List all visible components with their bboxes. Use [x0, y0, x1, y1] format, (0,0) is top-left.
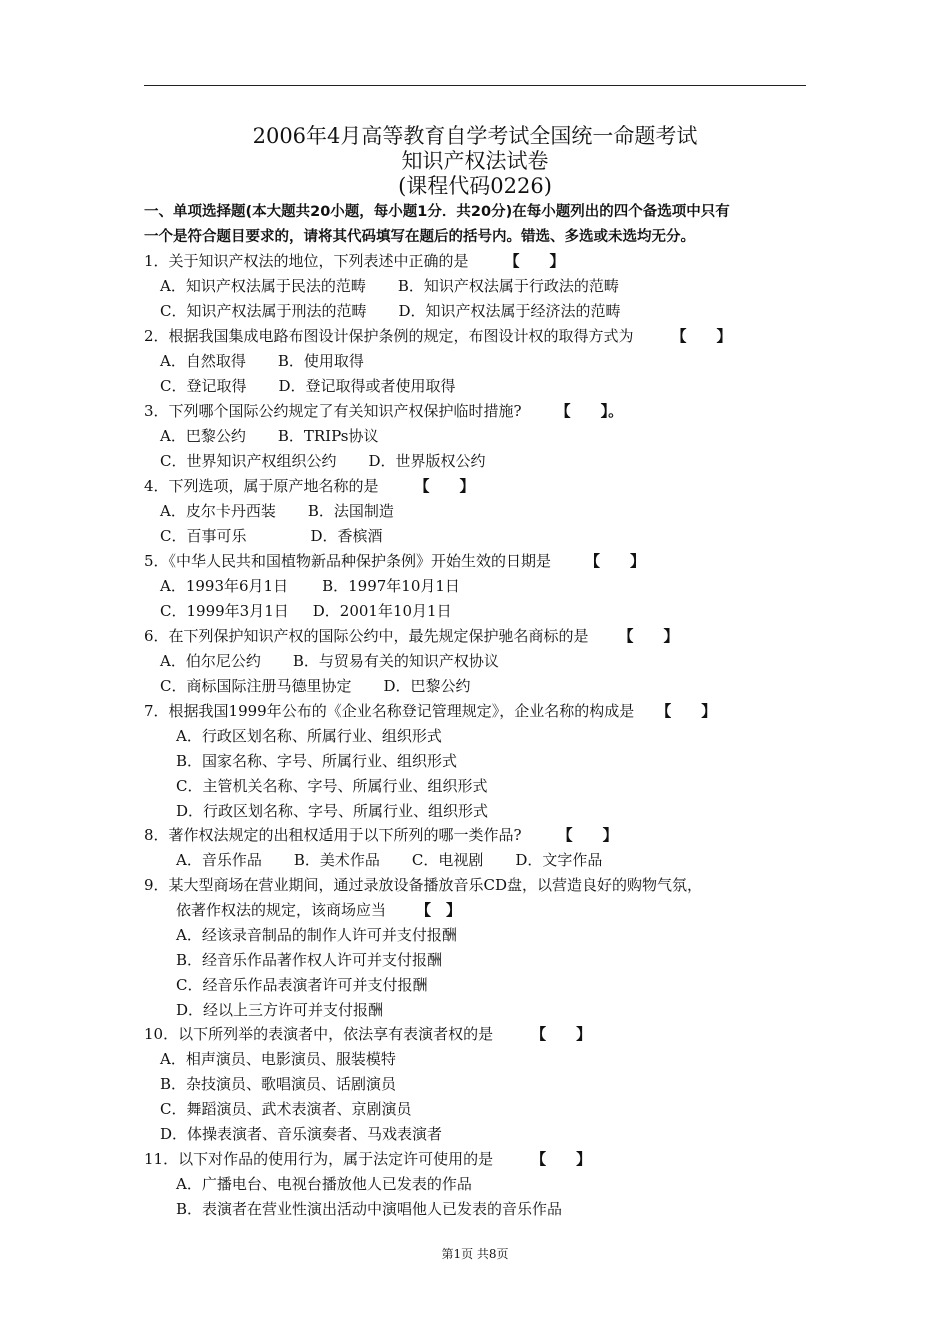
option-b: B．杂技演员、歌唱演员、话剧演员	[160, 1075, 397, 1093]
option-d: D．体操表演者、音乐演奏者、马戏表演者	[160, 1125, 443, 1143]
answer-bracket: 【 】。	[555, 402, 624, 420]
question-4	[144, 476, 475, 496]
options-row	[160, 301, 621, 321]
option-c: C．舞蹈演员、武术表演者、京剧演员	[160, 1100, 412, 1118]
question-11	[144, 1149, 591, 1169]
question-9-continued	[176, 900, 461, 920]
answer-bracket: 【 】	[531, 1150, 592, 1168]
option-a: A．经该录音制品的制作人许可并支付报酬	[176, 926, 457, 944]
option-d: D．登记取得或者使用取得	[278, 377, 456, 395]
options-row	[160, 651, 499, 671]
question-2	[144, 326, 732, 346]
option-d: D．世界版权公约	[368, 452, 486, 470]
answer-bracket: 【 】	[557, 826, 618, 844]
question-stem: 11．以下对作品的使用行为，属于法定许可使用的是	[144, 1150, 494, 1168]
question-stem: 3．下列哪个国际公约规定了有关知识产权保护临时措施?	[144, 402, 522, 420]
option-d: D．文字作品	[515, 851, 603, 869]
question-stem: 5．《中华人民共和国植物新品种保护条例》开始生效的日期是	[144, 552, 552, 570]
question-stem: 2．根据我国集成电路布图设计保护条例的规定，布图设计权的取得方式为	[144, 327, 634, 345]
option-b: B．美术作品	[293, 851, 380, 869]
option-b: B．知识产权法属于行政法的范畴	[397, 277, 619, 295]
option-b: B．国家名称、字号、所属行业、组织形式	[176, 752, 458, 770]
option-c: C．经音乐作品表演者许可并支付报酬	[176, 976, 428, 994]
options-row	[160, 426, 378, 446]
option-c: C．1999年3月1日	[160, 602, 289, 620]
option-c: C．登记取得	[160, 377, 247, 395]
answer-bracket: 【 】	[585, 552, 646, 570]
options-row	[160, 601, 452, 621]
options-row	[160, 501, 394, 521]
question-stem: 10．以下所列举的表演者中，依法享有表演者权的是	[144, 1025, 494, 1043]
paper-title: 知识产权法试卷	[401, 149, 549, 173]
option-b: B．与贸易有关的知识产权协议	[292, 652, 499, 670]
exam-title: 2006年4月高等教育自学考试全国统一命题考试	[252, 124, 698, 148]
option-a: A．行政区划名称、所属行业、组织形式	[176, 727, 442, 745]
option-c: C．百事可乐	[160, 527, 247, 545]
option-d: D．行政区划名称、字号、所属行业、组织形式	[176, 802, 489, 820]
option-a: A．巴黎公约	[160, 427, 246, 445]
option-c: C．知识产权法属于刑法的范畴	[160, 302, 367, 320]
options-row	[160, 276, 619, 296]
question-stem: 4．下列选项，属于原产地名称的是	[144, 477, 379, 495]
option-b: B．使用取得	[277, 352, 364, 370]
option-b: B．1997年10月1日	[322, 577, 460, 595]
answer-bracket: 【 】	[656, 702, 717, 720]
answer-bracket: 【 】	[416, 901, 462, 919]
answer-bracket: 【 】	[504, 252, 565, 270]
option-a: A．皮尔卡丹西装	[160, 502, 276, 520]
option-a: A．伯尔尼公约	[160, 652, 261, 670]
answer-bracket: 【 】	[618, 627, 679, 645]
option-c: C．主管机关名称、字号、所属行业、组织形式	[176, 777, 488, 795]
option-a: A．知识产权法属于民法的范畴	[160, 277, 366, 295]
option-b: B．经音乐作品著作权人许可并支付报酬	[176, 951, 443, 969]
question-stem: 依著作权法的规定，该商场应当	[176, 901, 387, 919]
answer-bracket: 【 】	[671, 327, 732, 345]
option-d: D．香槟酒	[310, 527, 383, 545]
option-d: D．2001年10月1日	[312, 602, 452, 620]
section-heading-line2: 一个是符合题目要求的，请将其代码填写在题后的括号内。错选、多选或未选均无分。	[144, 229, 695, 245]
options-row	[160, 526, 383, 546]
option-d: D．知识产权法属于经济法的范畴	[398, 302, 621, 320]
option-b: B．TRIPs协议	[277, 427, 379, 445]
question-1	[144, 251, 565, 271]
option-a: A．相声演员、电影演员、服装模特	[160, 1050, 396, 1068]
question-stem: 1．关于知识产权法的地位，下列表述中正确的是	[144, 252, 469, 270]
options-row	[176, 850, 602, 870]
option-a: A．音乐作品	[176, 851, 262, 869]
question-6	[144, 626, 679, 646]
options-row	[160, 451, 486, 471]
option-a: A．1993年6月1日	[160, 577, 289, 595]
question-9: 9．某大型商场在营业期间，通过录放设备播放音乐CD盘，以营造良好的购物气氛，	[144, 876, 703, 894]
option-a: A．广播电台、电视台播放他人已发表的作品	[176, 1175, 472, 1193]
options-row	[160, 376, 456, 396]
option-a: A．自然取得	[160, 352, 246, 370]
question-stem: 8．著作权法规定的出租权适用于以下所列的哪一类作品?	[144, 826, 522, 844]
answer-bracket: 【 】	[531, 1025, 592, 1043]
question-3	[144, 401, 623, 421]
question-10	[144, 1024, 591, 1044]
option-b: B．表演者在营业性演出活动中演唱他人已发表的音乐作品	[176, 1200, 563, 1218]
option-c: C．商标国际注册马德里协定	[160, 677, 352, 695]
question-7	[144, 701, 716, 721]
question-5	[144, 551, 645, 571]
answer-bracket: 【 】	[414, 477, 475, 495]
header-rule	[144, 85, 806, 86]
option-c: C．电视剧	[411, 851, 484, 869]
question-stem: 6．在下列保护知识产权的国际公约中，最先规定保护驰名商标的是	[144, 627, 589, 645]
section-heading-line1: 一、单项选择题(本大题共20小题，每小题1分．共20分)在每小题列出的四个备选项中只有	[144, 204, 730, 220]
option-c: C．世界知识产权组织公约	[160, 452, 337, 470]
option-b: B．法国制造	[307, 502, 394, 520]
option-d: D．巴黎公约	[383, 677, 471, 695]
question-8	[144, 825, 618, 845]
course-code: (课程代码0226)	[398, 174, 552, 198]
question-stem: 7．根据我国1999年公布的《企业名称登记管理规定》，企业名称的构成是	[144, 702, 635, 720]
options-row	[160, 351, 364, 371]
option-d: D．经以上三方许可并支付报酬	[176, 1001, 384, 1019]
page-number: 第1页 共8页	[441, 1247, 509, 1261]
options-row	[160, 676, 471, 696]
options-row	[160, 576, 460, 596]
